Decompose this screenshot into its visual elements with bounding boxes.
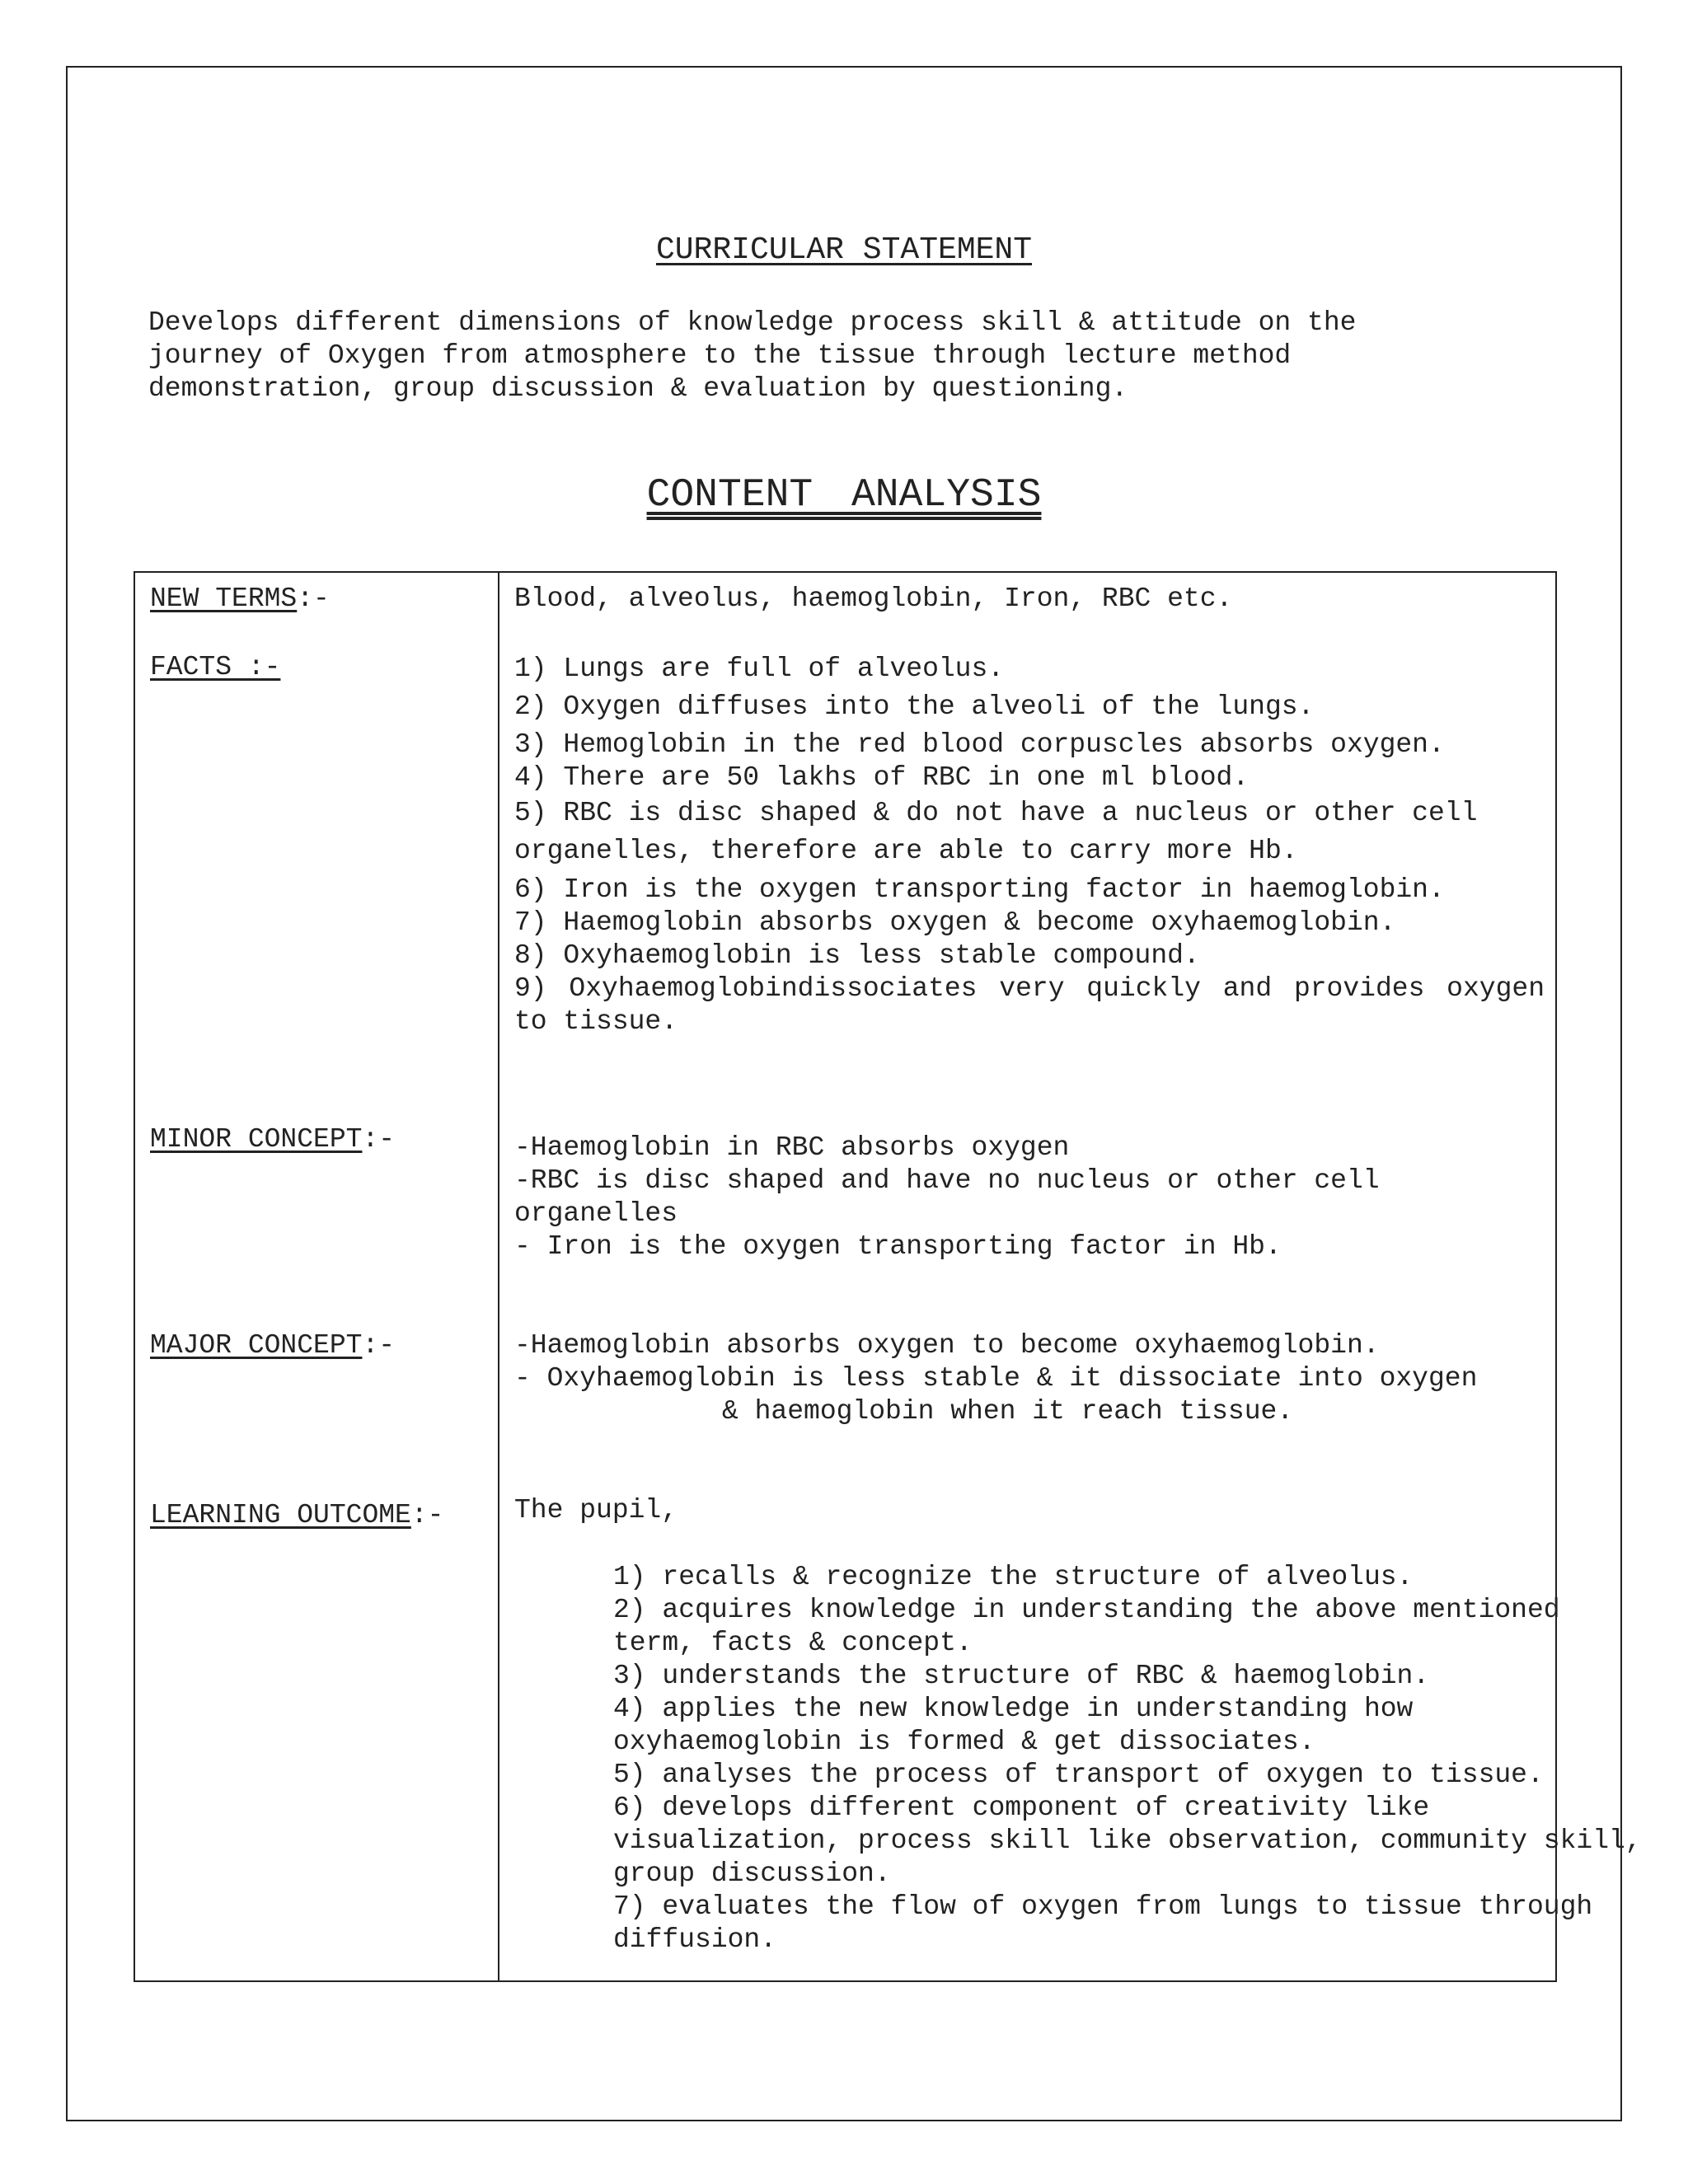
facts-list bbox=[514, 653, 1545, 1038]
learning-outcome-list bbox=[514, 1561, 1643, 1957]
list-item: 3) understands the structure of RBC & haemoglobin. bbox=[613, 1661, 1430, 1691]
list-item: & haemoglobin when it reach tissue. bbox=[722, 1396, 1294, 1427]
minor-concept-label: MINOR CONCEPT:- bbox=[150, 1124, 396, 1155]
list-item: 7) Haemoglobin absorbs oxygen & become oxyhaemoglobin. bbox=[514, 907, 1396, 938]
list-item: 6) develops different component of creativity like visualization, process skill like observation, community skill, group discussion. bbox=[613, 1793, 1642, 1889]
list-item: 5) analyses the process of transport of oxygen to tissue. bbox=[613, 1760, 1544, 1790]
list-item: 2) acquires knowledge in understanding the above mentioned term, facts & concept. bbox=[613, 1595, 1560, 1658]
list-item: 1) Lungs are full of alveolus. bbox=[514, 654, 1005, 684]
list-item: 9) Oxyhaemoglobindissociates very quickly and provides oxygen to tissue. bbox=[514, 973, 1545, 1037]
learning-outcome-label: LEARNING OUTCOME:- bbox=[150, 1500, 444, 1530]
curricular-statement-text: Develops different dimensions of knowledge process skill & attitude on the journey of Oxygen from atmosphere to the tissue through lecture method demonstration, group discussion & evaluation by questioning. bbox=[148, 307, 1357, 404]
list-item: 4) applies the new knowledge in understanding how oxyhaemoglobin is formed & get dissociates. bbox=[613, 1694, 1414, 1757]
list-item: - Iron is the oxygen transporting factor in Hb. bbox=[514, 1231, 1282, 1262]
content-analysis-title: CONTENT ANALYSIS bbox=[646, 473, 1042, 518]
new-terms-content: Blood, alveolus, haemoglobin, Iron, RBC etc. bbox=[514, 583, 1233, 614]
list-item: -Haemoglobin in RBC absorbs oxygen bbox=[514, 1132, 1070, 1163]
list-item: -Haemoglobin absorbs oxygen to become oxyhaemoglobin. bbox=[514, 1330, 1380, 1361]
list-item: 7) evaluates the flow of oxygen from lungs to tissue through diffusion. bbox=[613, 1891, 1593, 1955]
major-concept-label: MAJOR CONCEPT:- bbox=[150, 1330, 396, 1361]
list-item: 5) RBC is disc shaped & do not have a nucleus or other cell organelles, therefore are able to carry more Hb. bbox=[514, 798, 1478, 866]
major-concept-list bbox=[514, 1329, 1545, 1428]
new-terms-label: NEW TERMS:- bbox=[150, 583, 330, 614]
content-analysis-table bbox=[134, 571, 1642, 1982]
list-item: 3) Hemoglobin in the red blood corpuscles absorbs oxygen. bbox=[514, 729, 1445, 760]
list-item: 6) Iron is the oxygen transporting factor in haemoglobin. bbox=[514, 874, 1445, 905]
minor-concept-list bbox=[514, 1132, 1545, 1263]
learning-outcome-intro: The pupil, bbox=[514, 1495, 678, 1526]
curricular-statement-title: CURRICULAR STATEMENT bbox=[655, 232, 1033, 268]
facts-label: FACTS :- bbox=[150, 652, 281, 682]
list-item: -RBC is disc shaped and have no nucleus or other cell organelles bbox=[514, 1165, 1380, 1229]
list-item: 2) Oxygen diffuses into the alveoli of the lungs. bbox=[514, 691, 1315, 722]
list-item: 4) There are 50 lakhs of RBC in one ml blood. bbox=[514, 762, 1250, 793]
list-item: 1) recalls & recognize the structure of alveolus. bbox=[613, 1562, 1414, 1592]
list-item: - Oxyhaemoglobin is less stable & it dissociate into oxygen bbox=[514, 1363, 1478, 1394]
list-item: 8) Oxyhaemoglobin is less stable compound. bbox=[514, 940, 1200, 971]
column-divider bbox=[498, 573, 499, 1980]
